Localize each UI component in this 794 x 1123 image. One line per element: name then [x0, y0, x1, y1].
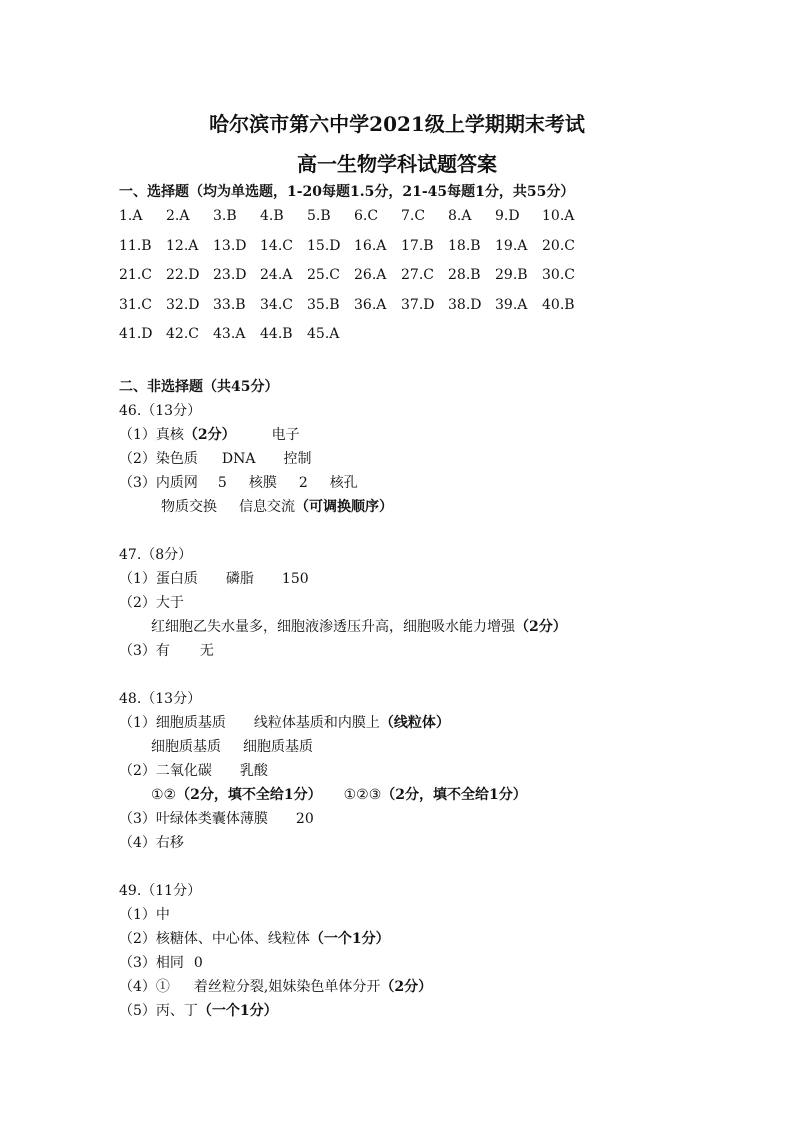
choice-answer: 2.A [166, 208, 190, 224]
answer: 电子 [271, 427, 300, 443]
choice-answer: 26.A [354, 267, 387, 283]
answer: 线粒体基质和内膜上 [253, 715, 380, 731]
choice-answer: 35.B [307, 296, 340, 313]
answer: 20 [295, 811, 314, 827]
q46-line-4 [161, 496, 393, 516]
choice-answer: 32.D [166, 296, 200, 313]
score-note: （一个1分） [197, 1003, 278, 1019]
answer: 5 [217, 475, 227, 491]
choice-answer: 4.B [260, 208, 284, 224]
q48-line-1 [119, 712, 450, 732]
choice-answer: 8.A [448, 208, 472, 224]
choice-answer: 40.B [542, 296, 575, 313]
answer: DNA [221, 451, 256, 467]
answer: （1）蛋白质 [119, 571, 198, 587]
answer: 红细胞乙失水量多，细胞液渗透压升高，细胞吸水能力增强 [151, 619, 515, 635]
q48-line-5 [119, 808, 314, 828]
q49-line-5 [119, 1000, 278, 1020]
answer: （2）核糖体、中心体、线粒体 [119, 931, 310, 947]
answer: ①②③ [343, 787, 382, 803]
answer: （5）丙、丁 [119, 1003, 198, 1019]
q48-line-6: （4）右移 [119, 835, 184, 851]
q47-line-3 [151, 616, 567, 636]
choice-answer: 20.C [542, 237, 575, 254]
choice-answer: 33.B [213, 296, 246, 313]
q47-line-4 [119, 640, 214, 660]
choice-answer: 23.D [213, 267, 247, 283]
q46-line-2 [119, 448, 312, 468]
q49-line-3 [119, 952, 203, 972]
choice-answer: 10.A [542, 208, 575, 224]
answer: （1）细胞质基质 [119, 715, 226, 731]
answer: （2）二氧化碳 [119, 763, 212, 779]
section2-header: 二、非选择题（共45分） [119, 379, 279, 395]
choice-answer: 9.D [495, 208, 520, 224]
choice-answer: 45.A [307, 326, 340, 342]
choice-answer: 38.D [448, 296, 482, 313]
choice-answer: 43.A [213, 326, 246, 342]
choice-answer: 16.A [354, 237, 387, 254]
answer: （3）内质网 [119, 475, 198, 491]
q46-line-3 [119, 472, 358, 492]
q48-line-2 [151, 736, 313, 756]
q47-line-2: （2）大于 [119, 595, 184, 611]
section1-header: 一、选择题（均为单选题，1-20每题1.5分，21-45每题1分，共55分） [119, 184, 575, 200]
answer: 无 [199, 643, 214, 659]
choice-answer: 42.C [166, 326, 199, 342]
choice-answer: 7.C [401, 208, 426, 224]
choice-answer: 6.C [354, 208, 379, 224]
q48-line-3 [119, 760, 268, 780]
choice-answer: 37.D [401, 296, 435, 313]
answer: 着丝粒分裂,姐妹染色单体分开 [193, 979, 381, 995]
answer: 物质交换 [161, 499, 217, 515]
choice-answer: 17.B [401, 237, 434, 254]
choice-answer: 14.C [260, 237, 293, 254]
choice-answer: 25.C [307, 267, 340, 283]
q49-line-4 [119, 976, 432, 996]
answer: 0 [193, 955, 203, 971]
score-note: （2分） [515, 619, 567, 635]
answer: （1）真核 [119, 427, 184, 443]
choice-answer: 21.C [119, 267, 152, 283]
title-line-2: 高一生物学科试题答案 [297, 152, 497, 176]
choice-answer: 28.B [448, 267, 481, 283]
q46-header: 46.（13分） [119, 403, 202, 419]
answer: 细胞质基质 [243, 739, 313, 755]
answer: （3）有 [119, 643, 170, 659]
choice-answer: 19.A [495, 237, 528, 254]
answer: （2）染色质 [119, 451, 198, 467]
answer: 信息交流 [239, 499, 295, 515]
q47-line-1 [119, 568, 309, 588]
answer: 150 [281, 571, 309, 587]
answer: ①② [151, 787, 177, 803]
choice-answer: 41.D [119, 326, 153, 342]
q48-header: 48.（13分） [119, 691, 202, 707]
q49-line-2 [119, 928, 390, 948]
score-note: （2分，填不全给1分） [381, 787, 527, 803]
answer: （4）① [119, 979, 170, 995]
choice-answer: 44.B [260, 326, 293, 342]
choice-answer: 5.B [307, 208, 331, 224]
score-note: （2分，填不全给1分） [176, 787, 322, 803]
choice-answer: 3.B [213, 208, 237, 224]
answer: （3）相同 [119, 955, 184, 971]
score-note: （一个1分） [309, 931, 390, 947]
choice-answer: 1.A [119, 208, 143, 224]
q49-line-1: （1）中 [119, 907, 170, 923]
answer: 磷脂 [225, 571, 254, 587]
choice-answer: 39.A [495, 296, 528, 313]
choice-answer: 30.C [542, 267, 575, 283]
answer: （3）叶绿体类囊体薄膜 [119, 811, 268, 827]
q48-line-4 [151, 784, 527, 804]
choice-answer: 36.A [354, 296, 387, 313]
title-line-1: 哈尔滨市第六中学2021级上学期期末考试 [209, 112, 585, 136]
answer: 核膜 [248, 475, 277, 491]
q49-header: 49.（11分） [119, 883, 202, 899]
choice-answer: 12.A [166, 237, 199, 254]
answer: 控制 [283, 451, 312, 467]
choice-answer: 24.A [260, 267, 293, 283]
score-note: （可调换顺序） [295, 499, 393, 515]
choice-answer: 31.C [119, 296, 152, 313]
choice-answer: 11.B [119, 237, 152, 254]
choice-answer: 29.B [495, 267, 528, 283]
score-note: （2分） [380, 979, 433, 995]
answer: 细胞质基质 [151, 739, 221, 755]
q47-header: 47.（8分） [119, 547, 193, 563]
choice-answer: 18.B [448, 237, 481, 254]
answer: 乳酸 [239, 763, 268, 779]
score-note: （线粒体） [379, 715, 450, 731]
choice-answer: 22.D [166, 267, 200, 283]
choice-answer: 27.C [401, 267, 434, 283]
q46-line-1 [119, 424, 300, 444]
choice-answer: 13.D [213, 237, 247, 254]
answer: 2 [298, 475, 308, 491]
answer: 核孔 [329, 475, 358, 491]
score-note: （2分） [183, 427, 236, 443]
choice-answer: 15.D [307, 237, 341, 254]
choice-answer: 34.C [260, 296, 293, 313]
